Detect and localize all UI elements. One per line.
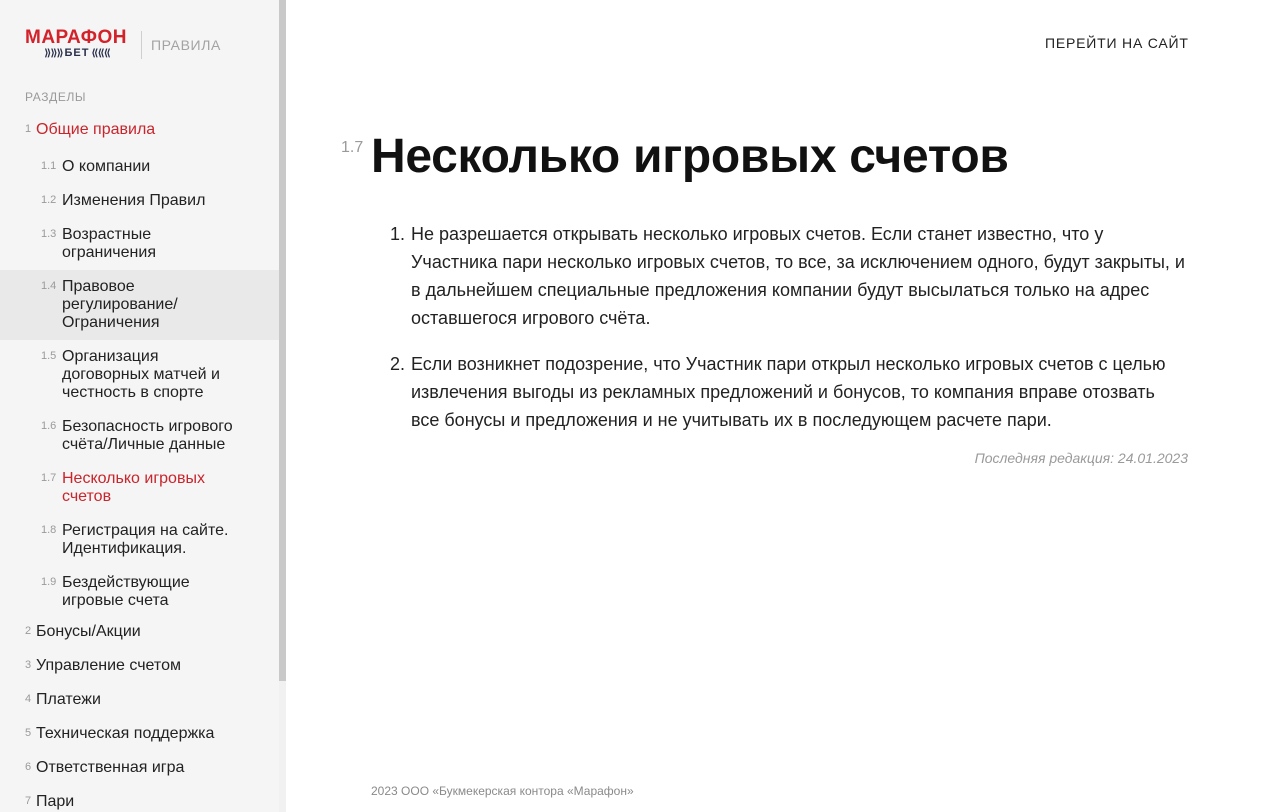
sidebar-item-number: 4 [25, 693, 32, 705]
sidebar-item-1-3[interactable] [0, 218, 279, 270]
logo-sub-text [25, 47, 129, 59]
sidebar-item-5[interactable] [0, 720, 279, 754]
sidebar-item-1[interactable] [0, 116, 279, 150]
sidebar-item-number: 3 [25, 659, 32, 671]
sidebar-item-number: 1.2 [41, 194, 57, 206]
logo-divider [141, 31, 142, 59]
marathon-bet-logo[interactable] [25, 28, 131, 62]
rules-list [390, 220, 1190, 452]
sidebar-item-label: О компании [62, 158, 151, 175]
sidebar-item-number: 1.8 [41, 524, 57, 536]
sidebar-item-number: 1.5 [41, 350, 57, 362]
sidebar-item-number: 1.6 [41, 420, 57, 432]
rule-number: 1. [390, 224, 406, 244]
sidebar-item-label: Безопасность игрового счёта/Личные данные [62, 418, 233, 453]
sidebar-item-label: Ответственная игра [36, 759, 185, 776]
sidebar-item-label: Бонусы/Акции [36, 623, 141, 640]
sidebar-item-number: 1 [25, 123, 32, 135]
footer-copyright: 2023 ООО «Букмекерская контора «Марафон» [371, 784, 634, 798]
last-edit-date: Последняя редакция: 24.01.2023 [974, 450, 1188, 466]
sidebar-item-1-8[interactable] [0, 514, 279, 566]
laurel-right-icon: ⟪⟪⟪ [89, 48, 110, 59]
sidebar-item-label: Техническая поддержка [36, 725, 215, 742]
sidebar-item-1-7[interactable] [0, 462, 279, 514]
sidebar-item-label: Бездействующие игровые счета [62, 574, 190, 609]
sidebar-item-1-4[interactable] [0, 270, 279, 340]
sidebar-scrollbar-thumb[interactable] [279, 0, 286, 681]
logo-sub-label: БЕТ [64, 47, 90, 59]
rules-caption: ПРАВИЛА [151, 37, 221, 53]
rule-number: 2. [390, 354, 406, 374]
sidebar-item-1-6[interactable] [0, 410, 279, 462]
rule-item [390, 220, 1190, 332]
sidebar-item-number: 2 [25, 625, 32, 637]
laurel-left-icon: ⟫⟫⟫ [44, 48, 65, 59]
sidebar-item-label: Управление счетом [36, 657, 181, 674]
sections-nav [0, 116, 279, 812]
sidebar-item-1-1[interactable] [0, 150, 279, 184]
sidebar-item-label: Правовое регулирование/ Ограничения [62, 278, 178, 331]
sidebar-item-number: 1.9 [41, 576, 57, 588]
sidebar-item-label: Несколько игровых счетов [62, 470, 205, 505]
sidebar-item-1-5[interactable] [0, 340, 279, 410]
sidebar-item-2[interactable] [0, 618, 279, 652]
sidebar-item-label: Регистрация на сайте. Идентификация. [62, 522, 229, 557]
sidebar-item-number: 1.1 [41, 160, 57, 172]
go-to-site-link[interactable]: ПЕРЕЙТИ НА САЙТ [1045, 35, 1189, 51]
sidebar-item-number: 7 [25, 795, 32, 807]
sidebar [0, 0, 279, 812]
sidebar-item-6[interactable] [0, 754, 279, 788]
sidebar-item-label: Организация договорных матчей и честность в спорте [62, 348, 220, 401]
sidebar-item-1-9[interactable] [0, 566, 279, 618]
logo-main-text: МАРАФОН [25, 27, 128, 48]
sidebar-item-3[interactable] [0, 652, 279, 686]
sidebar-item-1-2[interactable] [0, 184, 279, 218]
sidebar-item-label: Пари [36, 793, 75, 810]
sidebar-item-number: 6 [25, 761, 32, 773]
sidebar-item-4[interactable] [0, 686, 279, 720]
sidebar-item-number: 1.7 [41, 472, 57, 484]
section-number: 1.7 [341, 139, 364, 156]
sidebar-item-label: Изменения Правил [62, 192, 206, 209]
sidebar-item-7[interactable] [0, 788, 279, 812]
sections-label: РАЗДЕЛЫ [25, 90, 87, 104]
sidebar-item-number: 5 [25, 727, 32, 739]
sidebar-item-label: Общие правила [36, 121, 156, 138]
rule-text: Не разрешается открывать несколько игровых счетов. Если станет известно, что у Участника пари несколько игровых счетов, то все, за исключением одного, будут закрыты, и в дальнейшем специальные предложения компании будут высылаться только на адрес оставшегося игрового счёта. [411, 224, 1185, 328]
rule-text: Если возникнет подозрение, что Участник пари открыл несколько игровых счетов с целью извлечения выгоды из рекламных предложений и бонусов, то компания вправе отозвать все бонусы и предложения и не учитывать их в последующем расчете пари. [411, 354, 1166, 430]
sidebar-item-label: Платежи [36, 691, 101, 708]
sidebar-item-number: 1.3 [41, 228, 57, 240]
rule-item [390, 350, 1190, 434]
sidebar-item-label: Возрастные ограничения [62, 226, 156, 261]
sidebar-item-number: 1.4 [41, 280, 57, 292]
page-title: Несколько игровых счетов [371, 130, 1009, 183]
